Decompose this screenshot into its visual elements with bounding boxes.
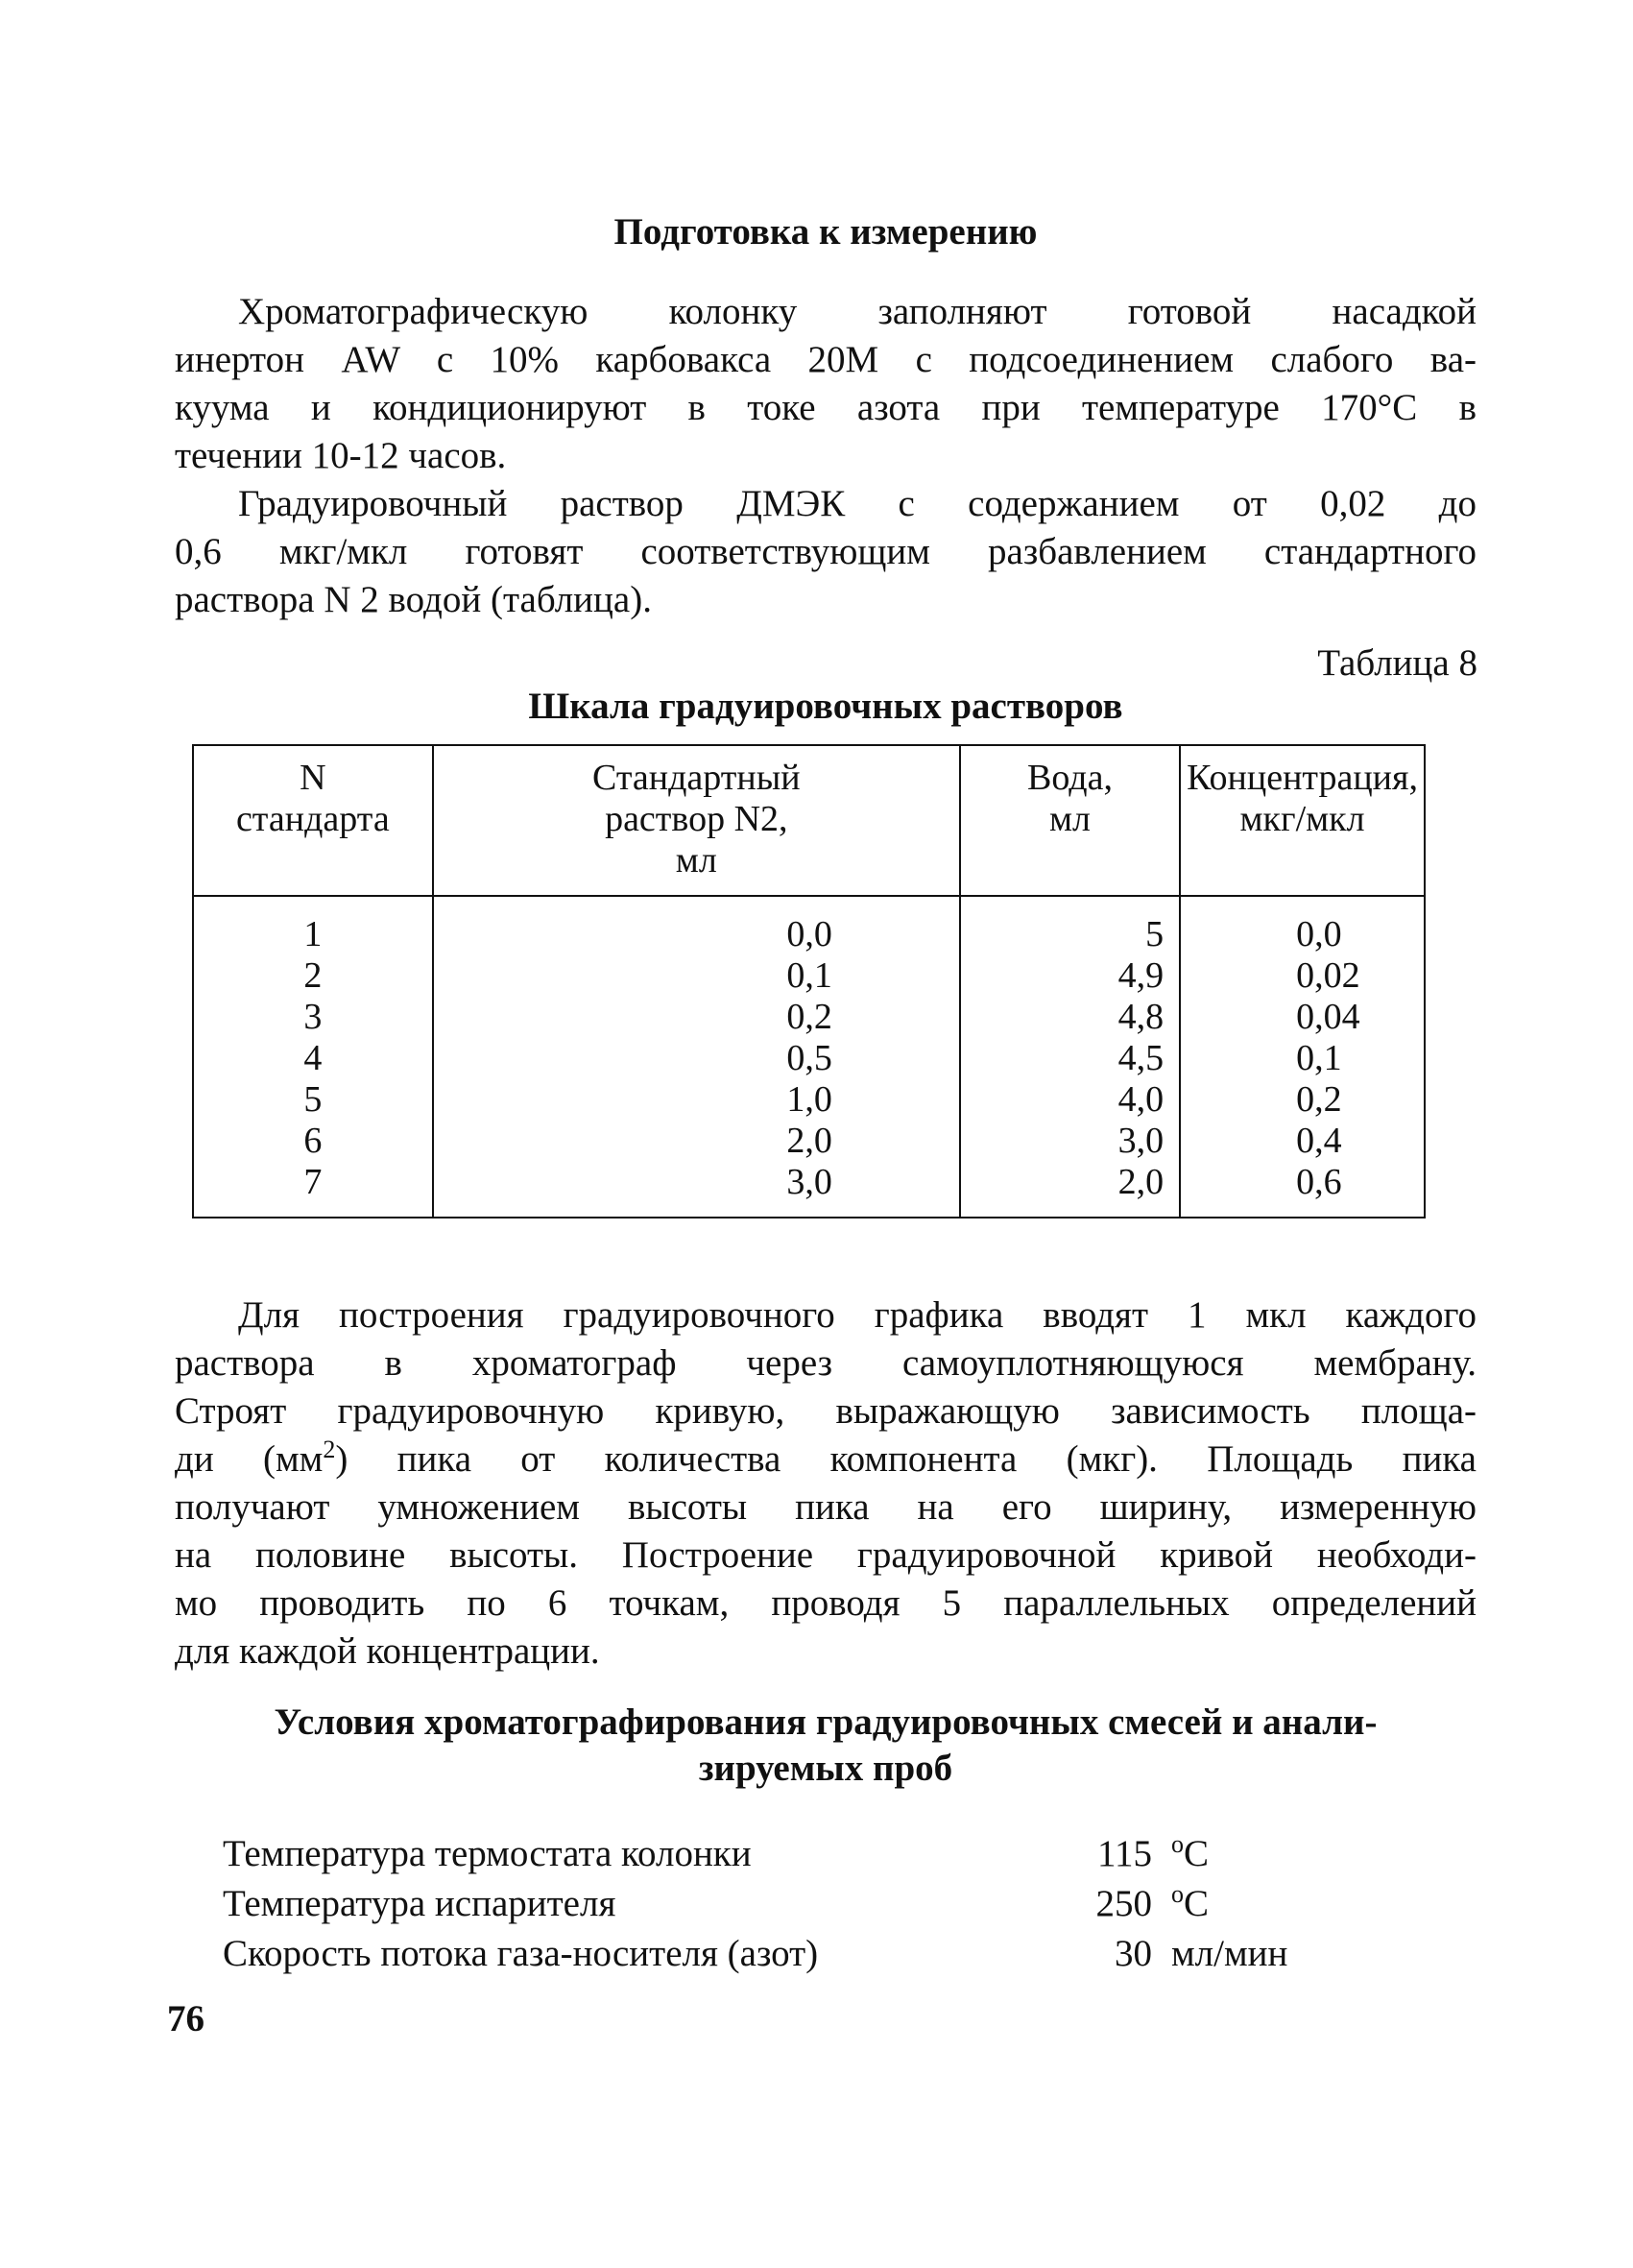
condition-value: 115: [1096, 1833, 1152, 1874]
cell-concentration: 0,02: [1180, 955, 1425, 997]
page-number: 76: [167, 1998, 204, 2039]
col-header-concentration: Концентрация, мкг/мкл: [1180, 745, 1425, 896]
text-line: Градуировочный раствор ДМЭК с содержанием от 0,02 до: [238, 483, 1477, 524]
cell-standard-number: 4: [193, 1038, 433, 1079]
table-row: [193, 1121, 1425, 1162]
col-header-standard-number: N стандарта: [193, 745, 433, 896]
paragraph-calibration-solution: [175, 480, 1477, 624]
condition-name: Температура термостата колонки: [223, 1833, 752, 1874]
cell-standard-solution: 0,0: [433, 896, 960, 955]
condition-value: 250: [1095, 1883, 1152, 1924]
table-title: Шкала градуировочных растворов: [528, 686, 1123, 727]
table-row: [193, 896, 1425, 955]
cell-concentration: 0,04: [1180, 997, 1425, 1038]
condition-unit: $^o$С: [1171, 1830, 1210, 1874]
section-heading-conditions: Условия хроматографирования градуировочных смесей и анали- зируемых проб: [274, 1701, 1378, 1789]
paragraph-column-filling: [175, 288, 1477, 480]
cell-concentration: 0,6: [1180, 1162, 1425, 1218]
text-line: Хроматографическую колонку заполняют готовой насадкой: [238, 291, 1477, 332]
text-line: раствора в хроматограф через самоуплотняющуюся мембрану.: [175, 1342, 1477, 1384]
cell-water: 2,0: [960, 1162, 1180, 1218]
cell-water: 5: [960, 896, 1180, 955]
text-line: получают умножением высоты пика на его ширину, измеренную: [175, 1486, 1477, 1528]
text-line: раствора N 2 водой (таблица).: [175, 579, 652, 620]
table-row: [193, 955, 1425, 997]
table-header-row: [193, 745, 1425, 896]
cell-water: 4,0: [960, 1079, 1180, 1121]
table-row: [193, 997, 1425, 1038]
cell-standard-number: 5: [193, 1079, 433, 1121]
cell-standard-number: 1: [193, 896, 433, 955]
text-line: ди $(мм^2)$ пика от количества компонента (мкг). Площадь пика: [175, 1436, 1477, 1480]
cell-water: 4,5: [960, 1038, 1180, 1079]
text-line: инертон AW с 10% карбовакса 20М с подсоединением слабого ва-: [175, 339, 1477, 380]
text-line: куума и кондиционируют в токе азота при температуре 170°С в: [175, 387, 1477, 428]
cell-standard-number: 6: [193, 1121, 433, 1162]
condition-name: Скорость потока газа-носителя (азот): [223, 1933, 819, 1974]
table-row: [193, 1162, 1425, 1218]
cell-water: 3,0: [960, 1121, 1180, 1162]
calibration-table: [192, 744, 1426, 1218]
cell-standard-solution: 1,0: [433, 1079, 960, 1121]
cell-standard-solution: 3,0: [433, 1162, 960, 1218]
table-row: [193, 1038, 1425, 1079]
cell-standard-number: 3: [193, 997, 433, 1038]
cell-concentration: 0,1: [1180, 1038, 1425, 1079]
cell-water: 4,9: [960, 955, 1180, 997]
col-header-water: Вода, мл: [960, 745, 1180, 896]
col-header-standard-solution: Стандартный раствор N2, мл: [433, 745, 960, 896]
text-line: 0,6 мкг/мкл готовят соответствующим разбавлением стандартного: [175, 531, 1477, 572]
condition-unit: мл/мин: [1171, 1933, 1288, 1974]
cell-standard-number: 2: [193, 955, 433, 997]
cell-standard-solution: 0,1: [433, 955, 960, 997]
text-line: для каждой концентрации.: [175, 1630, 600, 1672]
table-row: [193, 1079, 1425, 1121]
cell-concentration: 0,0: [1180, 896, 1425, 955]
cell-concentration: 0,4: [1180, 1121, 1425, 1162]
superscript-2: 2: [323, 1436, 336, 1463]
cell-water: 4,8: [960, 997, 1180, 1038]
text-line: течении 10-12 часов.: [175, 435, 507, 476]
section-heading-preparation: Подготовка к измерению: [613, 211, 1038, 253]
paragraph-calibration-graph: [175, 1291, 1477, 1676]
table-number-label: Таблица 8: [1317, 642, 1477, 684]
cell-standard-solution: 2,0: [433, 1121, 960, 1162]
text-line: Для построения градуировочного графика вводят 1 мкл каждого: [238, 1294, 1477, 1336]
cell-standard-solution: 0,5: [433, 1038, 960, 1079]
condition-unit: $^o$С: [1171, 1880, 1210, 1924]
text-line: на половине высоты. Построение градуировочной кривой необходи-: [175, 1534, 1477, 1576]
cell-standard-solution: 0,2: [433, 997, 960, 1038]
cell-concentration: 0,2: [1180, 1079, 1425, 1121]
text-line: мо проводить по 6 точкам, проводя 5 параллельных определений: [175, 1582, 1477, 1624]
calibration-table-container: [192, 744, 1426, 1218]
condition-value: 30: [1115, 1933, 1152, 1974]
cell-standard-number: 7: [193, 1162, 433, 1218]
condition-name: Температура испарителя: [223, 1883, 616, 1924]
text-line: Строят градуировочную кривую, выражающую зависимость площа-: [175, 1390, 1477, 1432]
